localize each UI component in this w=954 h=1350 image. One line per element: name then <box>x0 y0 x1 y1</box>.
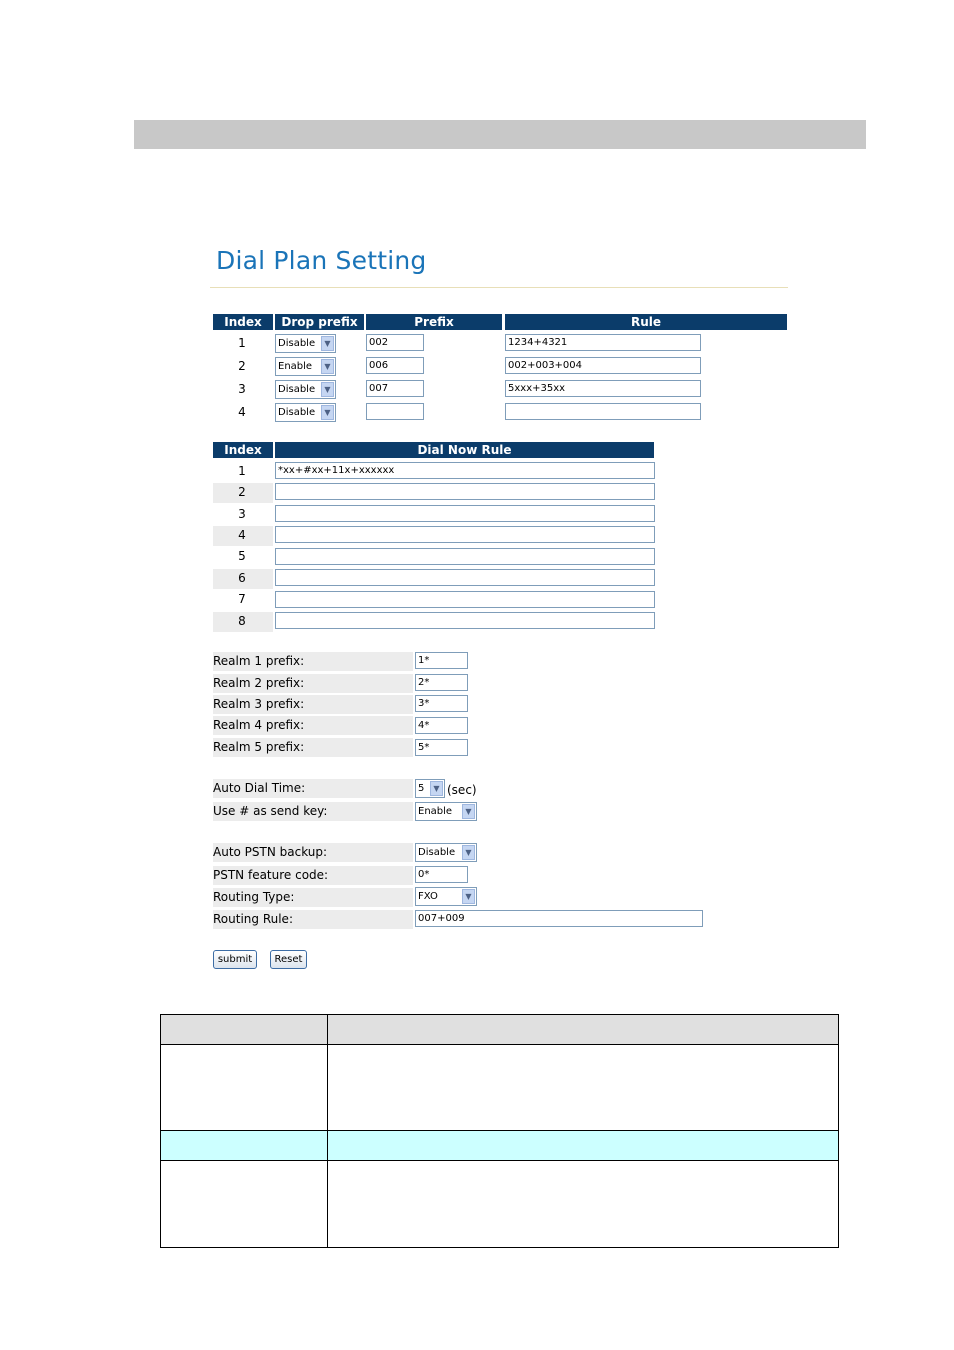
prefix-input[interactable]: 002 <box>366 334 424 351</box>
row-index: 4 <box>238 405 246 419</box>
routing-type-select[interactable] <box>415 887 477 906</box>
chevron-down-icon: ▼ <box>321 359 334 374</box>
table-cell <box>328 1015 839 1045</box>
select-value: Enable <box>278 361 313 372</box>
row-index: 1 <box>238 336 246 350</box>
dial-now-rule-input[interactable] <box>275 569 655 586</box>
table-cell <box>161 1161 328 1248</box>
rule-input[interactable]: 5xxx+35xx <box>505 380 701 397</box>
chevron-down-icon: ▼ <box>321 405 334 420</box>
table-cell <box>328 1131 839 1161</box>
dial-now-rule-input[interactable] <box>275 483 655 500</box>
chevron-down-icon: ▼ <box>430 781 443 796</box>
row-index: 8 <box>238 614 246 628</box>
select-value: Disable <box>278 338 316 349</box>
row-index: 3 <box>238 382 246 396</box>
row-index: 7 <box>238 592 246 606</box>
dial-now-rule-input[interactable] <box>275 505 655 522</box>
chevron-down-icon: ▼ <box>321 382 334 397</box>
prefix-input[interactable] <box>366 403 424 420</box>
drop-prefix-select[interactable] <box>275 334 336 353</box>
row-index: 4 <box>238 528 246 542</box>
pstn-backup-label: Auto PSTN backup: <box>213 843 413 862</box>
header-index: Index <box>213 442 273 458</box>
select-value: Disable <box>418 847 456 858</box>
dial-now-rule-input[interactable] <box>275 548 655 565</box>
row-index: 2 <box>238 359 246 373</box>
prefix-input[interactable]: 007 <box>366 380 424 397</box>
table-cell <box>161 1045 328 1131</box>
page-title: Dial Plan Setting <box>216 246 427 275</box>
routing-rule-label: Routing Rule: <box>213 910 413 929</box>
submit-button[interactable]: submit <box>213 950 257 969</box>
realm-5-label: Realm 5 prefix: <box>213 738 413 757</box>
drop-prefix-select[interactable] <box>275 357 336 376</box>
realm-1-label: Realm 1 prefix: <box>213 652 413 671</box>
routing-rule-input[interactable]: 007+009 <box>415 910 703 927</box>
row-index: 1 <box>238 464 246 478</box>
dial-now-rule-input[interactable] <box>275 612 655 629</box>
rule-input[interactable]: 1234+4321 <box>505 334 701 351</box>
dial-now-rule-input[interactable] <box>275 526 655 543</box>
select-value: Disable <box>278 384 316 395</box>
rule-input[interactable] <box>505 403 701 420</box>
select-value: 5 <box>418 783 425 794</box>
table-row <box>161 1045 839 1131</box>
row-index: 3 <box>238 507 246 521</box>
dial-now-rule-input[interactable] <box>275 591 655 608</box>
auto-dial-time-select[interactable] <box>415 779 445 798</box>
time-unit: (sec) <box>447 783 477 797</box>
chevron-down-icon: ▼ <box>321 336 334 351</box>
pstn-feature-input[interactable]: 0* <box>415 866 468 883</box>
drop-prefix-select[interactable] <box>275 380 336 399</box>
pstn-backup-select[interactable] <box>415 843 477 862</box>
prefix-input[interactable]: 006 <box>366 357 424 374</box>
chevron-down-icon: ▼ <box>462 889 475 904</box>
table-cell <box>161 1131 328 1161</box>
title-divider <box>210 287 788 288</box>
description-table <box>160 1014 839 1248</box>
reset-button[interactable]: Reset <box>270 950 307 969</box>
drop-prefix-select[interactable] <box>275 403 336 422</box>
auto-dial-time-label: Auto Dial Time: <box>213 779 413 798</box>
realm-4-input[interactable]: 4* <box>415 717 468 734</box>
header-rule: Rule <box>505 314 787 330</box>
rule-input[interactable]: 002+003+004 <box>505 357 701 374</box>
table-row-highlight <box>161 1131 839 1161</box>
select-value: FXO <box>418 891 438 902</box>
header-bar <box>134 120 866 149</box>
select-value: Disable <box>278 407 316 418</box>
header-drop-prefix: Drop prefix <box>275 314 364 330</box>
realm-2-input[interactable]: 2* <box>415 674 468 691</box>
chevron-down-icon: ▼ <box>462 845 475 860</box>
table-cell <box>328 1161 839 1248</box>
table-row <box>161 1161 839 1248</box>
table-cell <box>328 1045 839 1131</box>
chevron-down-icon: ▼ <box>462 804 475 819</box>
header-prefix: Prefix <box>366 314 502 330</box>
realm-5-input[interactable]: 5* <box>415 739 468 756</box>
row-index: 6 <box>238 571 246 585</box>
realm-4-label: Realm 4 prefix: <box>213 716 413 735</box>
send-key-select[interactable] <box>415 802 477 821</box>
pstn-feature-label: PSTN feature code: <box>213 866 413 885</box>
header-index: Index <box>213 314 273 330</box>
send-key-label: Use # as send key: <box>213 802 413 821</box>
header-dial-now-rule: Dial Now Rule <box>275 442 654 458</box>
dial-now-rule-input[interactable]: *xx+#xx+11x+xxxxxx <box>275 462 655 479</box>
row-index: 2 <box>238 485 246 499</box>
realm-1-input[interactable]: 1* <box>415 652 468 669</box>
row-index: 5 <box>238 549 246 563</box>
realm-2-label: Realm 2 prefix: <box>213 674 413 693</box>
realm-3-input[interactable]: 3* <box>415 695 468 712</box>
select-value: Enable <box>418 806 453 817</box>
routing-type-label: Routing Type: <box>213 888 413 907</box>
table-cell <box>161 1015 328 1045</box>
table-header-row <box>161 1015 839 1045</box>
realm-3-label: Realm 3 prefix: <box>213 695 413 714</box>
